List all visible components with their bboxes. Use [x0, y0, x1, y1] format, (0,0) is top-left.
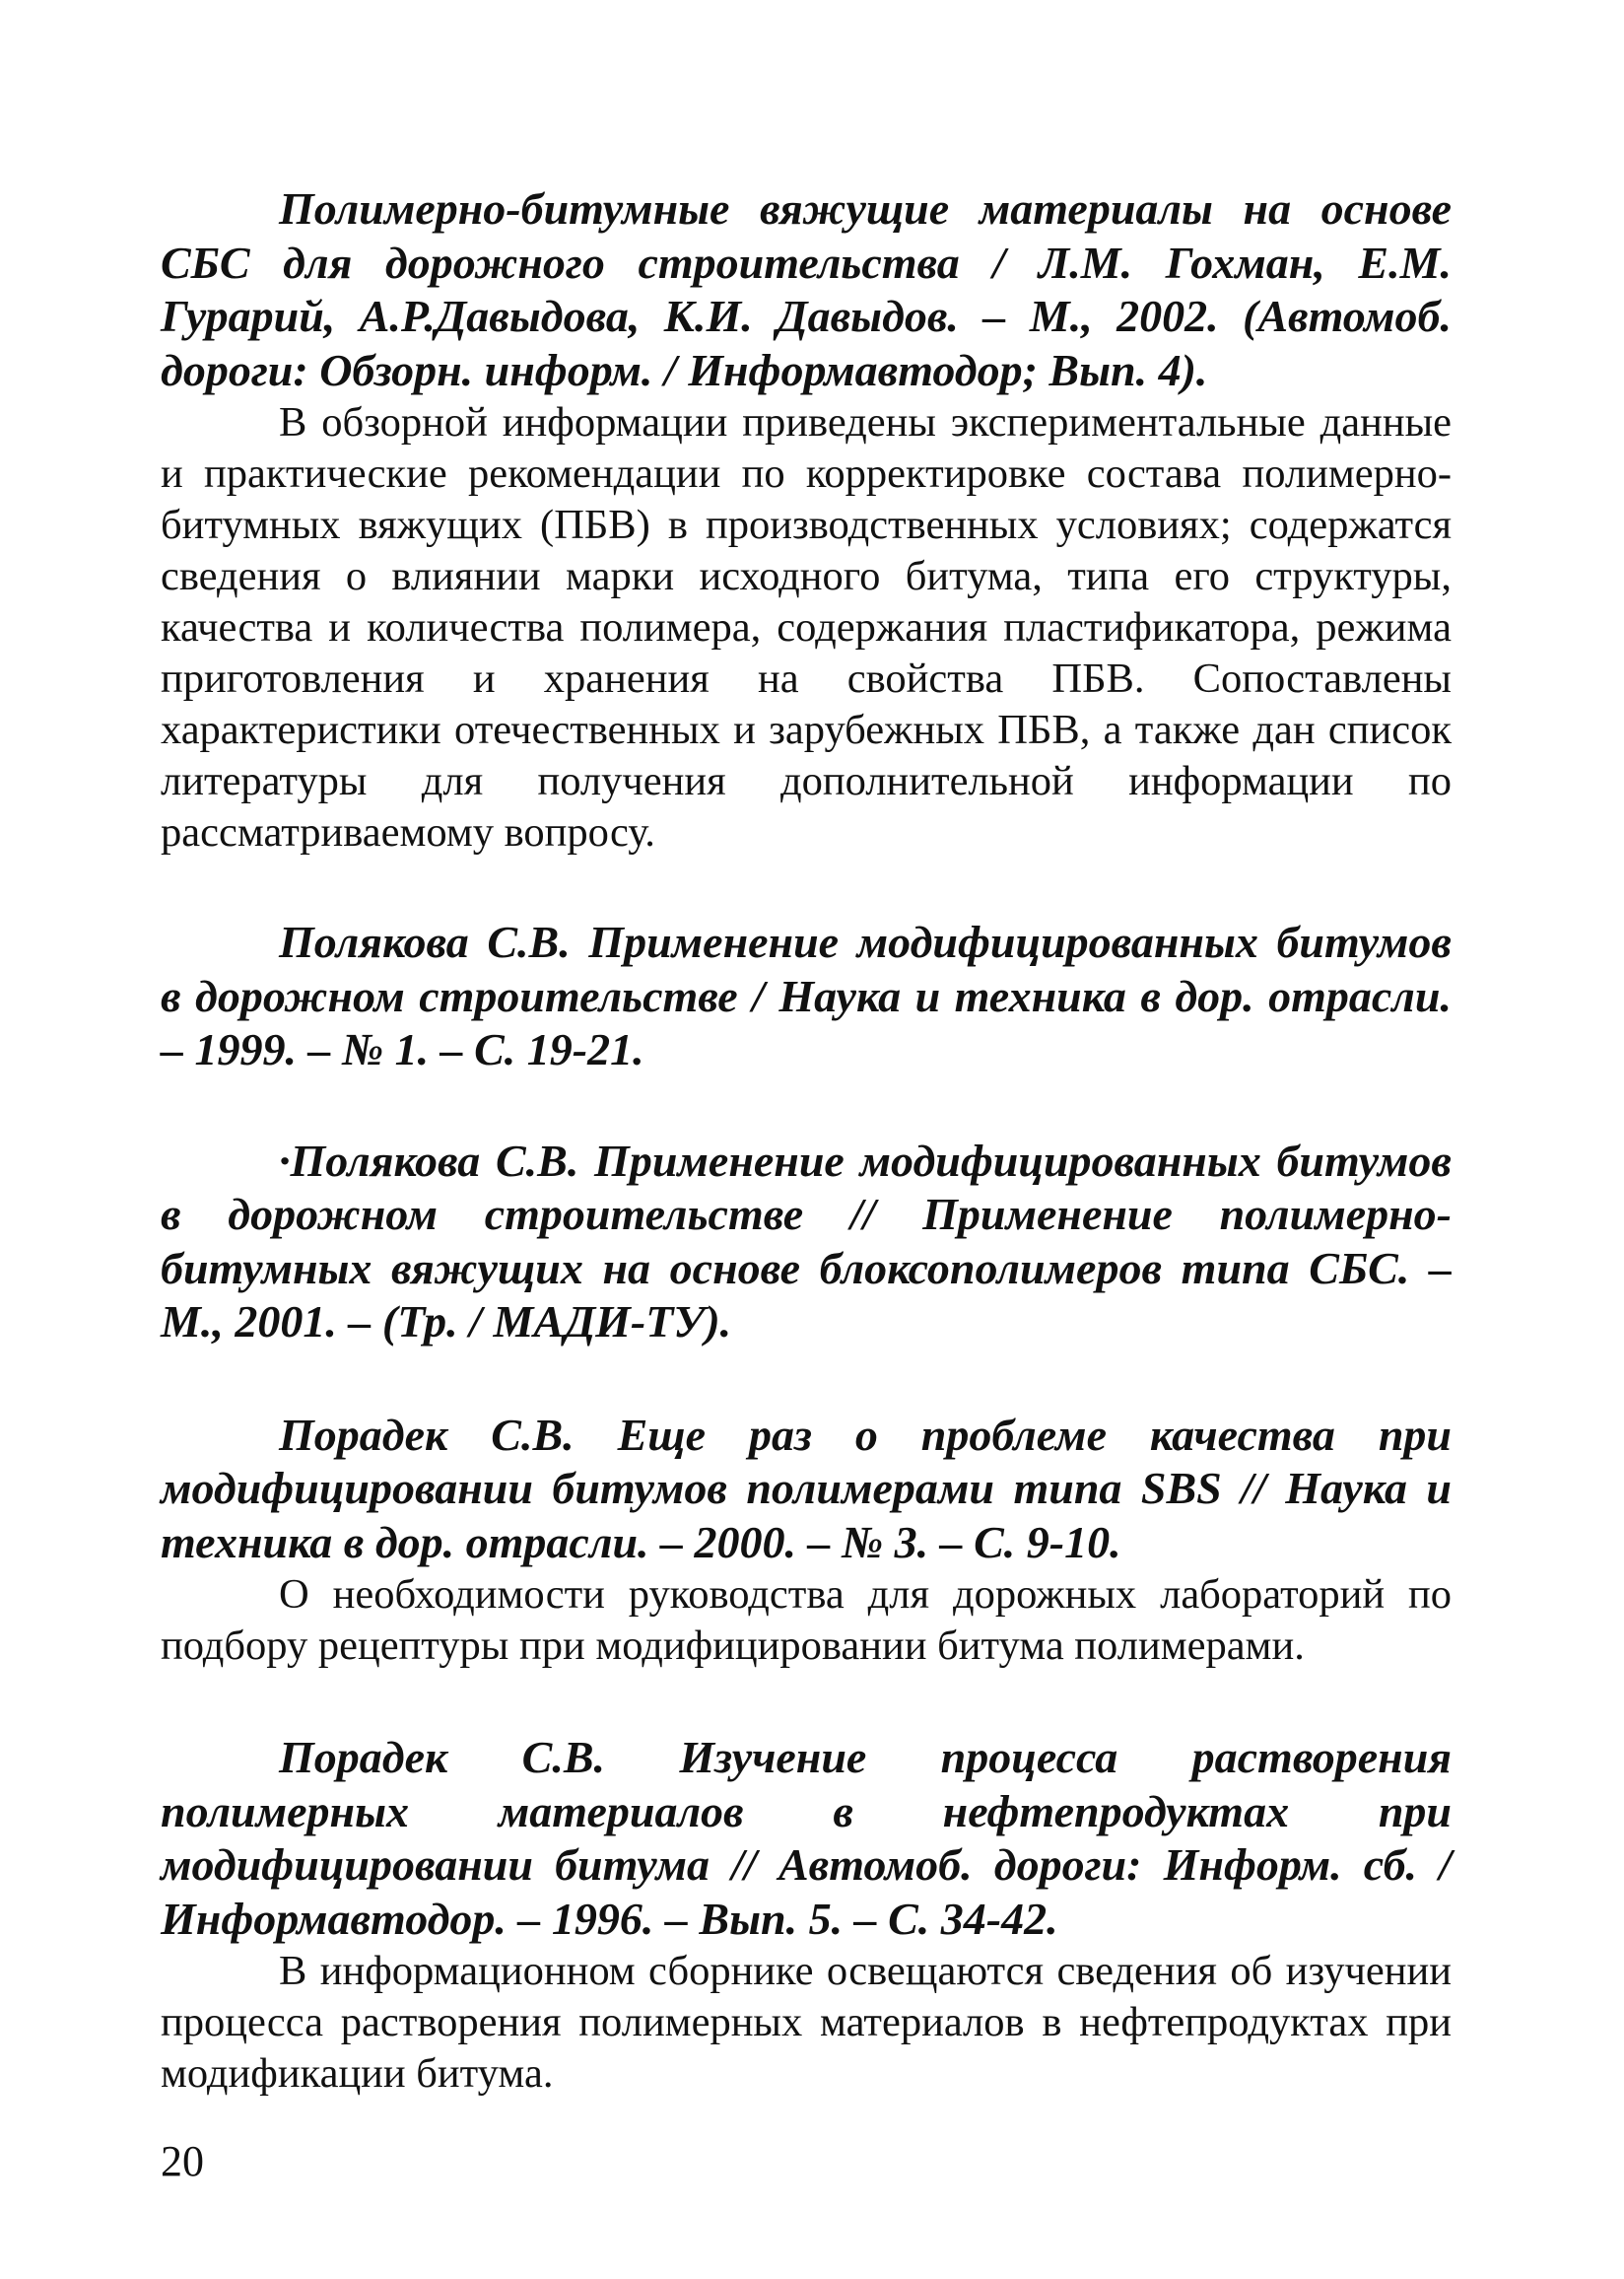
page-number: 20 — [161, 2137, 204, 2185]
bibliography-page — [161, 182, 1452, 2100]
entry-abstract: В обзорной информации приведены экспериментальные данные и практические рекомендации по корректировке состава полимерно-битумных вяжущих (ПБВ) в производственных условиях; содержатся сведения о влиянии марки исходного битума, типа его структуры, качества и количества полимера, содержания пластификатора, режима приготовления и хранения на свойства ПБВ. Сопоставлены характеристики отечественных и зарубежных ПБВ, а также дан список литературы для получения дополнительной информации по рассматриваемому вопросу. — [161, 399, 1452, 856]
entry-citation: Порадек С.В. Изучение процесса растворения полимерных материалов в нефтепродуктах при модифицировании битума // Автомоб. дороги: Информ. сб. / Информавтодор. – 1996. – Вып. 5. – С. 34-42. — [161, 1732, 1452, 1944]
bibliography-entry — [161, 182, 1452, 859]
entry-abstract: В информационном сборнике освещаются сведения об изучении процесса растворения полимерных материалов в нефтепродуктах при модификации битума. — [161, 1948, 1452, 2097]
entry-citation: Полимерно-битумные вяжущие материалы на основе СБС для дорожного строительства / Л.М. Гохман, Е.М. Гурарий, А.Р.Давыдова, К.И. Давыдов. – М., 2002. (Автомоб. дороги: Обзорн. информ. / Информавтодор; Вып. 4). — [161, 183, 1452, 395]
bibliography-entry — [161, 1731, 1452, 2100]
entry-abstract: О необходимости руководства для дорожных лабораторий по подбору рецептуры при модифицировании битума полимерами. — [161, 1571, 1452, 1669]
entry-citation: Порадек С.В. Еще раз о проблеме качества при модифицировании битумов полимерами типа SBS // Наука и техника в дор. отрасли. – 2000. – № 3. – С. 9-10. — [161, 1409, 1452, 1567]
bibliography-entry — [161, 1409, 1452, 1673]
bibliography-entry — [161, 916, 1452, 1077]
entry-citation: ·Полякова С.В. Применение модифицированных битумов в дорожном строительстве // Применение полимерно-битумных вяжущих на основе блоксополимеров типа СБС. – М., 2001. – (Тр. / МАДИ-ТУ). — [161, 1135, 1452, 1347]
entry-citation: Полякова С.В. Применение модифицированных битумов в дорожном строительстве / Наука и техника в дор. отрасли. – 1999. – № 1. – С. 19-21. — [161, 917, 1452, 1074]
bibliography-entry — [161, 1135, 1452, 1349]
